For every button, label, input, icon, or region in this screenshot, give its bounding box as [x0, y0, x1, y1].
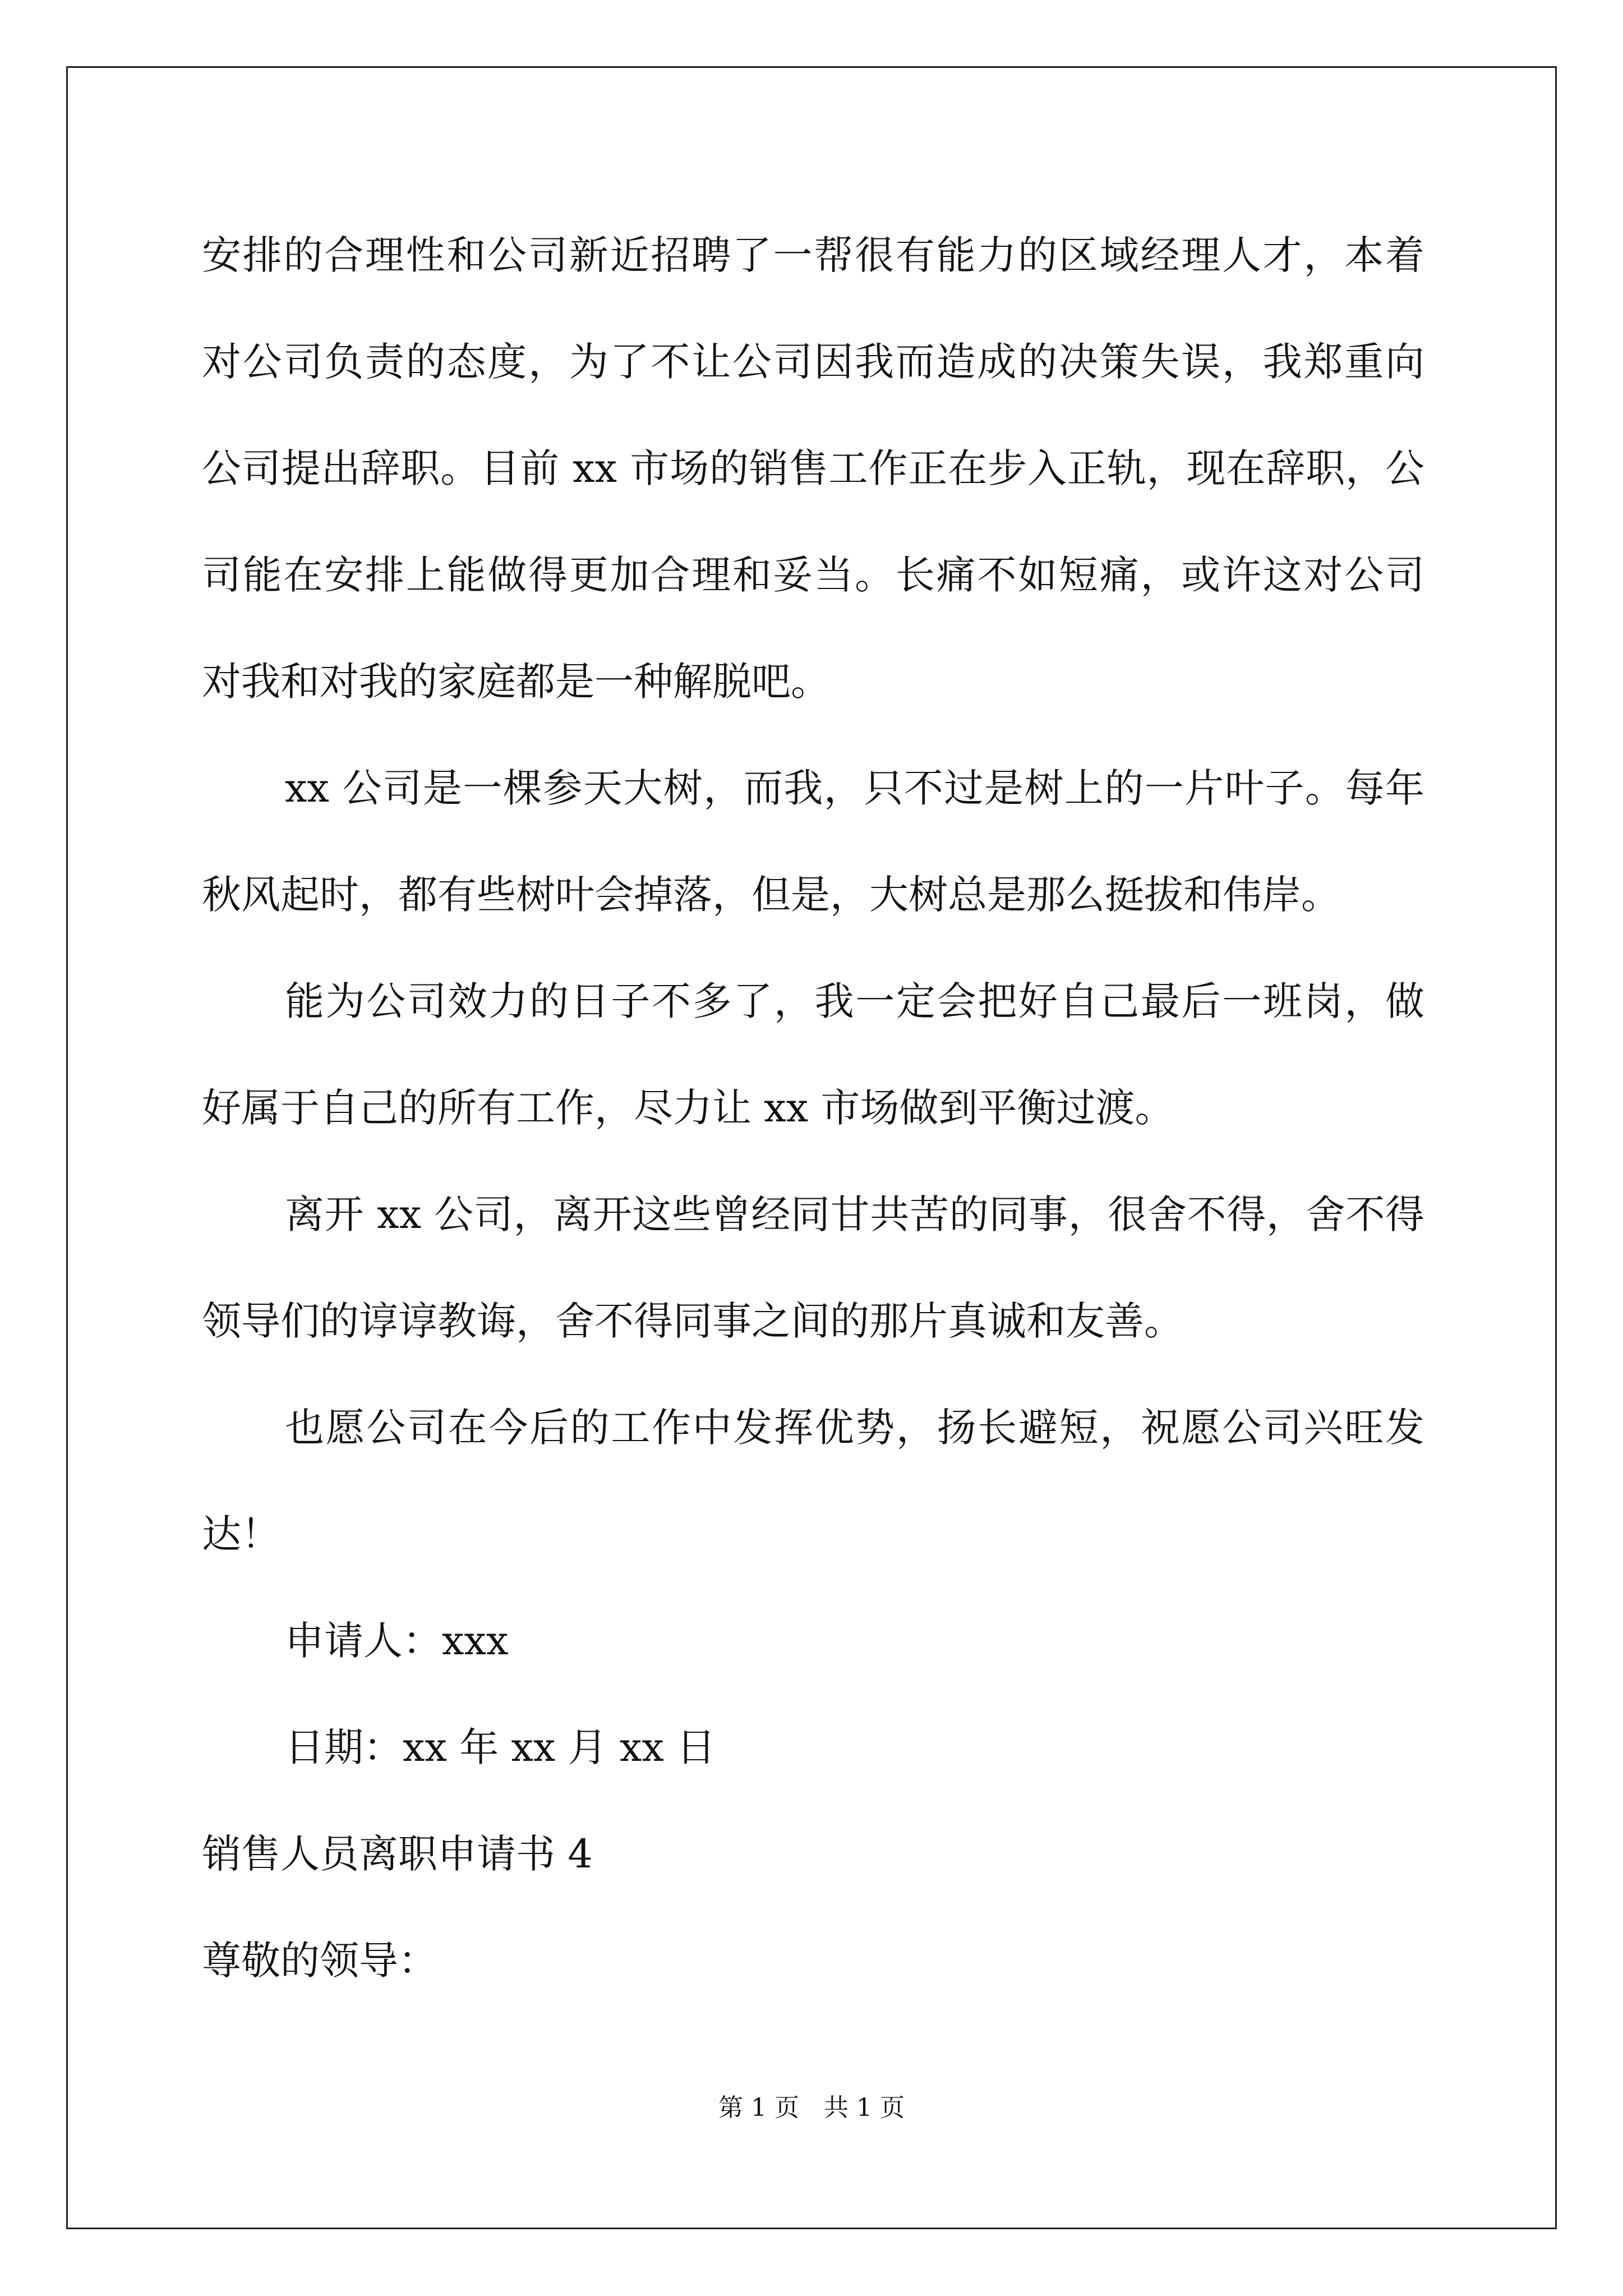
- applicant-line: 申请人：xxx: [285, 1618, 509, 1664]
- body-line: 好属于自己的所有工作，尽力让 xx 市场做到平衡过渡。: [202, 1085, 1174, 1131]
- body-line: 安排的合理性和公司新近招聘了一帮很有能力的区域经理人才，本着: [202, 232, 1424, 278]
- document-body: [202, 202, 1424, 2014]
- body-line: 司能在安排上能做得更加合理和妥当。长痛不如短痛，或许这对公司: [202, 552, 1424, 598]
- body-line: 对公司负责的态度，为了不让公司因我而造成的决策失误，我郑重向: [202, 339, 1424, 385]
- body-line: 能为公司效力的日子不多了，我一定会把好自己最后一班岗，做: [285, 978, 1424, 1024]
- body-line: 达！: [202, 1511, 280, 1557]
- page-footer: 第 1 页 共 1 页: [718, 2093, 905, 2122]
- body-line: 公司提出辞职。目前 xx 市场的销售工作正在步入正轨，现在辞职，公: [202, 445, 1424, 491]
- section-heading: 销售人员离职申请书 4: [202, 1831, 593, 1877]
- date-line: 日期：xx 年 xx 月 xx 日: [285, 1724, 716, 1770]
- body-line: xx 公司是一棵参天大树，而我，只不过是树上的一片叶子。每年: [285, 765, 1424, 811]
- salutation-line: 尊敬的领导：: [202, 1938, 437, 1984]
- body-line: 领导们的谆谆教诲，舍不得同事之间的那片真诚和友善。: [202, 1298, 1183, 1344]
- body-line: 秋风起时，都有些树叶会掉落，但是，大树总是那么挺拔和伟岸。: [202, 872, 1340, 918]
- body-line: 对我和对我的家庭都是一种解脱吧。: [202, 659, 830, 705]
- body-line: 也愿公司在今后的工作中发挥优势，扬长避短，祝愿公司兴旺发: [285, 1405, 1424, 1451]
- body-line: 离开 xx 公司，离开这些曾经同甘共苦的同事，很舍不得，舍不得: [285, 1191, 1424, 1237]
